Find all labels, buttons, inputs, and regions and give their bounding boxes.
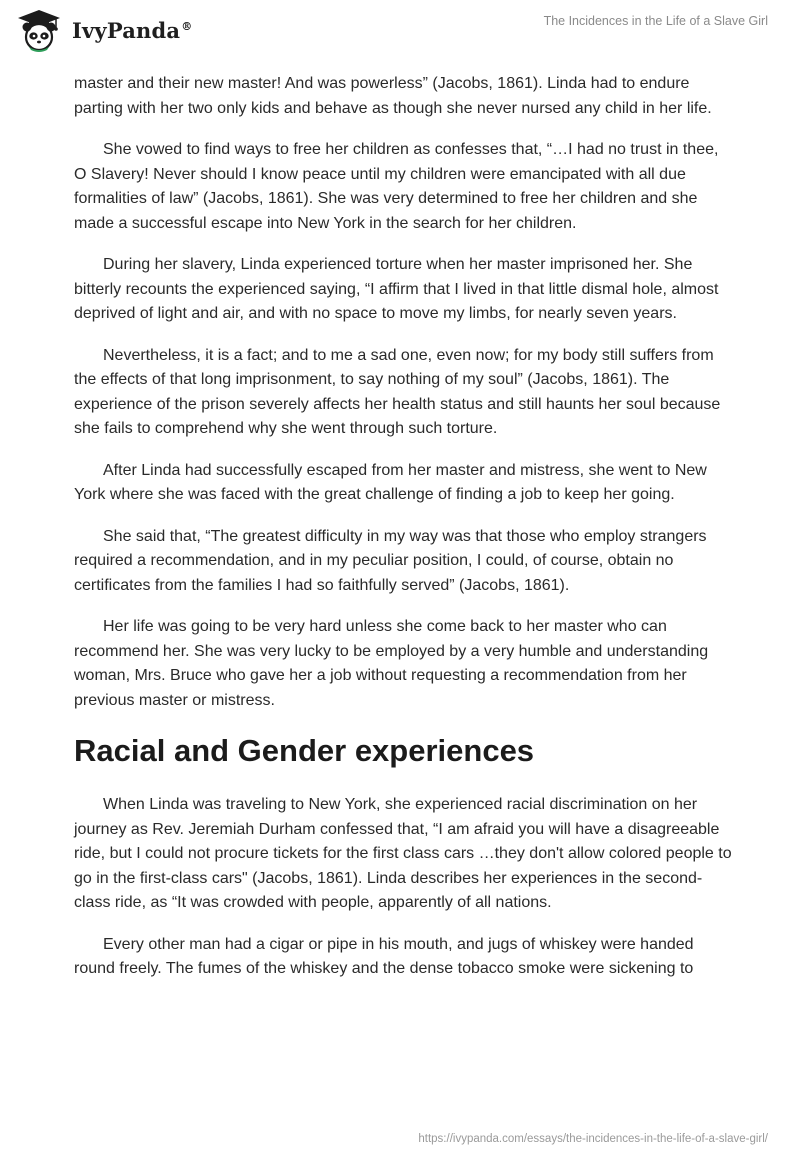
paragraph: master and their new master! And was powerless” (Jacobs, 1861). Linda had to endure parting with her two only kids and behave as though she never nursed any child in her life. [74, 75, 712, 117]
paragraph: During her slavery, Linda experienced torture when her master imprisoned her. She bitterly recounts the experienced saying, “I affirm that I lived in that little dismal hole, almost deprived of light and air, and with no space to move my limbs, for nearly seven years. [74, 256, 719, 322]
panda-logo-icon [14, 8, 64, 52]
page-header [0, 0, 800, 70]
paragraph: Nevertheless, it is a fact; and to me a sad one, even now; for my body still suffers from the effects of that long imprisonment, to say nothing of my soul” (Jacobs, 1861). The experience of the prison severely affects her health status and still haunts her soul because she fails to comprehend why she went through such torture. [74, 346, 721, 437]
registered-mark: ® [181, 19, 193, 33]
paragraph: She vowed to find ways to free her children as confesses that, “…I had no trust in thee, O Slavery! Never should I know peace until my children were emancipated with all due formalities of law” (Jacobs, 1861). She was very determined to free her children and she made a successful escape into New York in the search for her children. [74, 141, 719, 232]
brand-name: IvyPanda® [72, 17, 193, 43]
paragraph: When Linda was traveling to New York, she experienced racial discrimination on her journey as Rev. Jeremiah Durham confessed that, “I am afraid you will have a disagreeable ride, but I could not procure tickets for the first class cars …they don't allow colored people to go in the first-class cars" (Jacobs, 1861). Linda describes her experiences in the second- class ride, as “It was crowded with people, apparently of all nations. [74, 796, 732, 911]
paragraph: Every other man had a cigar or pipe in his mouth, and jugs of whiskey were handed round freely. The fumes of the whiskey and the dense tobacco smoke were sickening to [74, 935, 694, 977]
document-title: The Incidences in the Life of a Slave Girl [543, 14, 768, 28]
paragraph: She said that, “The greatest difficulty in my way was that those who employ strangers required a recommendation, and in my peculiar position, I could, of course, obtain no certificates from the families I had so faithfully served” (Jacobs, 1861). [74, 527, 707, 594]
paragraph: After Linda had successfully escaped from her master and mistress, she went to New York where she was faced with the great challenge of finding a job to keep her going. [74, 461, 707, 503]
essay-body [74, 72, 734, 999]
source-url[interactable]: https://ivypanda.com/essays/the-incidences-in-the-life-of-a-slave-girl/ [418, 1133, 768, 1145]
paragraph: Her life was going to be very hard unless she come back to her master who can recommend her. She was very lucky to be employed by a very humble and understanding woman, Mrs. Bruce who gave her a job without requesting a recommendation from her previous master or mistress. [74, 618, 709, 709]
section-heading: Racial and Gender experiences [74, 733, 535, 768]
brand-logo[interactable] [14, 8, 192, 52]
